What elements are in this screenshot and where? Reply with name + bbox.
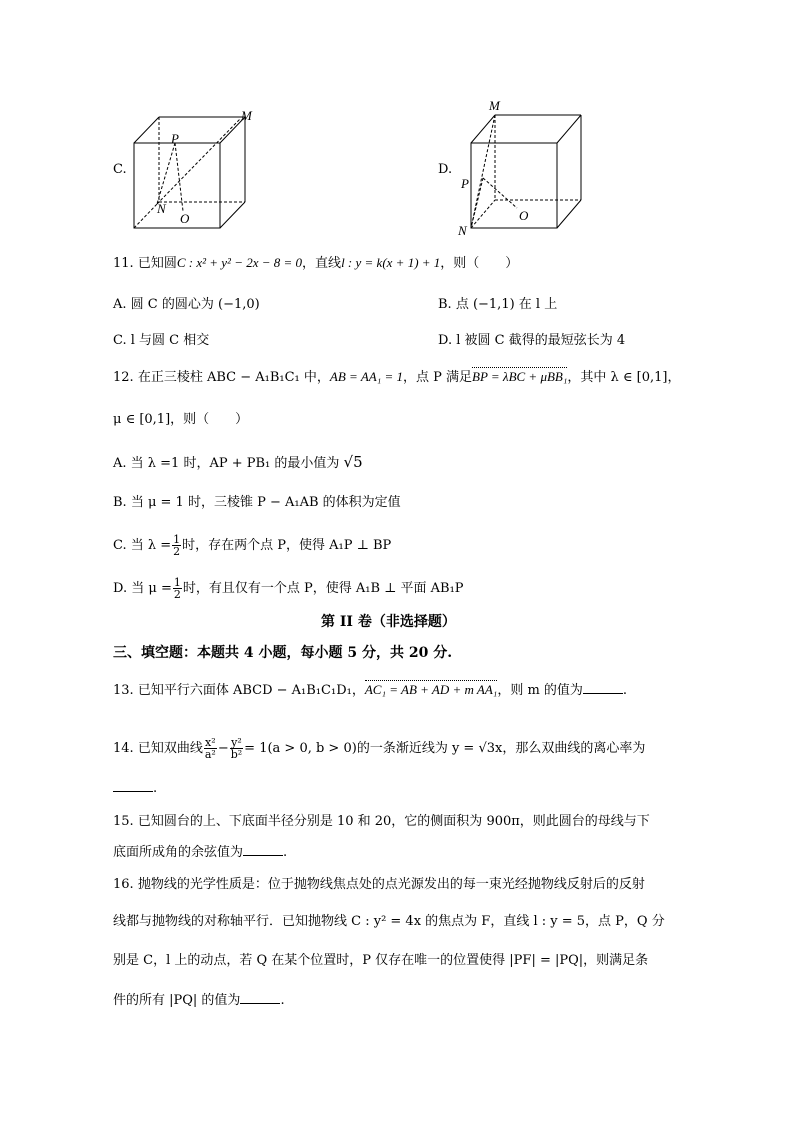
q14-stem: 14. 已知双曲线 $\frac{\text{x²}}{\text{a²}}$ − $\frac{\text{y²}}{\text{b²}}$ = 1(a > 0, b > 0)的一条渐近线为 y = √3x，那么双曲线的离心率为 [113, 736, 646, 761]
figure-d-cube [455, 96, 590, 236]
section-3-title: 三、填空题：本题共 4 小题，每小题 5 分，共 20 分. [113, 645, 453, 661]
q16-line1-text: 抛物线的光学性质是：位于抛物线焦点处的点光源发出的每一束光经抛物线反射后的反射 [137, 877, 645, 892]
q15-number: 15. [113, 814, 134, 829]
q12-option-c [113, 534, 391, 557]
q11-number: 11. [113, 256, 134, 271]
figure-d-point-p: P [461, 176, 469, 191]
q16-end: . [280, 993, 285, 1008]
q12-stem [113, 369, 680, 386]
q15-line1 [113, 814, 650, 830]
q14-fraction-x: $\frac{\text{x²}}{\text{a²}}$ [204, 736, 216, 761]
q11-option-d: D. l 被圆 C 截得的最短弦长为 4 [438, 333, 626, 348]
q12-option-a [113, 454, 363, 472]
section-2-title: 第 II 卷（非选择题） [321, 614, 456, 630]
q13-post: ，则 m 的值为 [497, 683, 583, 698]
q14-number: 14. [113, 741, 134, 756]
q14-post: 的一条渐近线为 y = √3x，那么双曲线的离心率为 [356, 741, 646, 756]
q12-condition: AB = AA₁ = 1 [329, 369, 403, 384]
q12-option-a-text: A. 当 λ =1 时，AP + PB₁ 的最小值为 [113, 456, 340, 471]
q14-answer-blank[interactable] [113, 791, 153, 792]
q12-stem-a: 在正三棱柱 ABC − A₁B₁C₁ 中， [137, 370, 330, 385]
figure-c-point-n: N [157, 201, 166, 216]
figure-c-point-m: M [241, 108, 252, 123]
q12-option-a-value: √5 [343, 453, 363, 471]
q14-eq-tail: = 1(a > 0, b > 0) [244, 741, 357, 756]
q13-vector-eq: AC₁ = AB + AD + m AA₁ [364, 682, 498, 697]
q14-fraction-y: $\frac{\text{y²}}{\text{b²}}$ [230, 736, 243, 761]
figure-d-point-m: M [489, 98, 500, 113]
q11-stem-c: ，则（ ） [440, 256, 519, 271]
q16-line4 [113, 993, 285, 1009]
q11-stem-a: 已知圆 [137, 256, 177, 271]
q11-line-eq: l : y = k(x + 1) + 1 [341, 255, 441, 270]
q16-number: 16. [113, 877, 134, 892]
q12-option-c-fraction: $\frac{1}{2}$ [173, 533, 181, 558]
q12-number: 12. [113, 370, 134, 385]
q13-end: . [622, 683, 628, 698]
q13-stem [113, 682, 627, 699]
figure-c-label: C. [113, 162, 127, 177]
q15-line2-text: 底面所成角的余弦值为 [113, 845, 244, 860]
q11-option-b: B. 点 (−1,1) 在 l 上 [438, 297, 558, 312]
figure-d-point-o: O [519, 208, 529, 223]
q12-stem-line2: μ ∈ [0,1]，则（ ） [113, 412, 249, 427]
q12-stem-b: ，点 P 满足 [403, 370, 473, 385]
q11-option-a: A. 圆 C 的圆心为 (−1,0) [113, 297, 260, 312]
figure-c-point-p: P [171, 131, 179, 146]
q16-line4-text: 件的所有 |PQ| 的值为 [113, 993, 241, 1008]
q11-stem-b: ，直线 [302, 256, 342, 271]
q15-answer-blank[interactable] [243, 855, 283, 856]
q13-number: 13. [113, 683, 134, 698]
q16-line3: 别是 C，l 上的动点，若 Q 在某个位置时，P 仅存在唯一的位置使得 |PF| = |PQ|，则满足条 [113, 953, 649, 968]
q13-answer-blank[interactable] [583, 693, 623, 694]
q12-stem-c: ，其中 λ ∈ [0,1]， [567, 370, 681, 385]
q16-answer-blank[interactable] [240, 1003, 280, 1004]
q12-vector-eq: BP = λBC + μBB₁ [472, 369, 568, 384]
q12-option-d [113, 577, 464, 600]
q12-option-c-pre: C. 当 λ = [113, 538, 172, 553]
q11-circle-eq: C : x² + y² − 2x − 8 = 0 [176, 255, 303, 270]
q12-option-d-pre: D. 当 μ = [113, 581, 172, 596]
q14-answer-line [113, 781, 157, 797]
figure-c-cube [128, 105, 263, 235]
q15-line2 [113, 845, 287, 861]
q12-option-c-post: 时，存在两个点 P，使得 A₁P ⊥ BP [182, 538, 392, 553]
q16-line1 [113, 877, 645, 893]
q12-option-b: B. 当 μ = 1 时，三棱锥 P − A₁AB 的体积为定值 [113, 495, 401, 510]
q11-stem [113, 255, 518, 272]
q14-end: . [153, 781, 158, 796]
q13-pre: 已知平行六面体 ABCD − A₁B₁C₁D₁， [137, 683, 365, 698]
q15-line1-text: 已知圆台的上、下底面半径分别是 10 和 20，它的侧面积为 900π，则此圆台的母线与下 [137, 814, 650, 829]
q15-end: . [283, 845, 288, 860]
q14-pre: 已知双曲线 [137, 741, 203, 756]
figure-d-point-n: N [458, 223, 467, 236]
q12-option-d-fraction: $\frac{1}{2}$ [173, 576, 181, 601]
q12-option-d-post: 时，有且仅有一个点 P，使得 A₁B ⊥ 平面 AB₁P [182, 581, 464, 596]
q11-option-c: C. l 与圆 C 相交 [113, 333, 210, 348]
q16-line2: 线都与抛物线的对称轴平行．已知抛物线 C : y² = 4x 的焦点为 F，直线 l : y = 5，点 P，Q 分 [113, 914, 665, 929]
figure-c-point-o: O [180, 211, 190, 226]
figure-d-label: D. [438, 162, 453, 177]
